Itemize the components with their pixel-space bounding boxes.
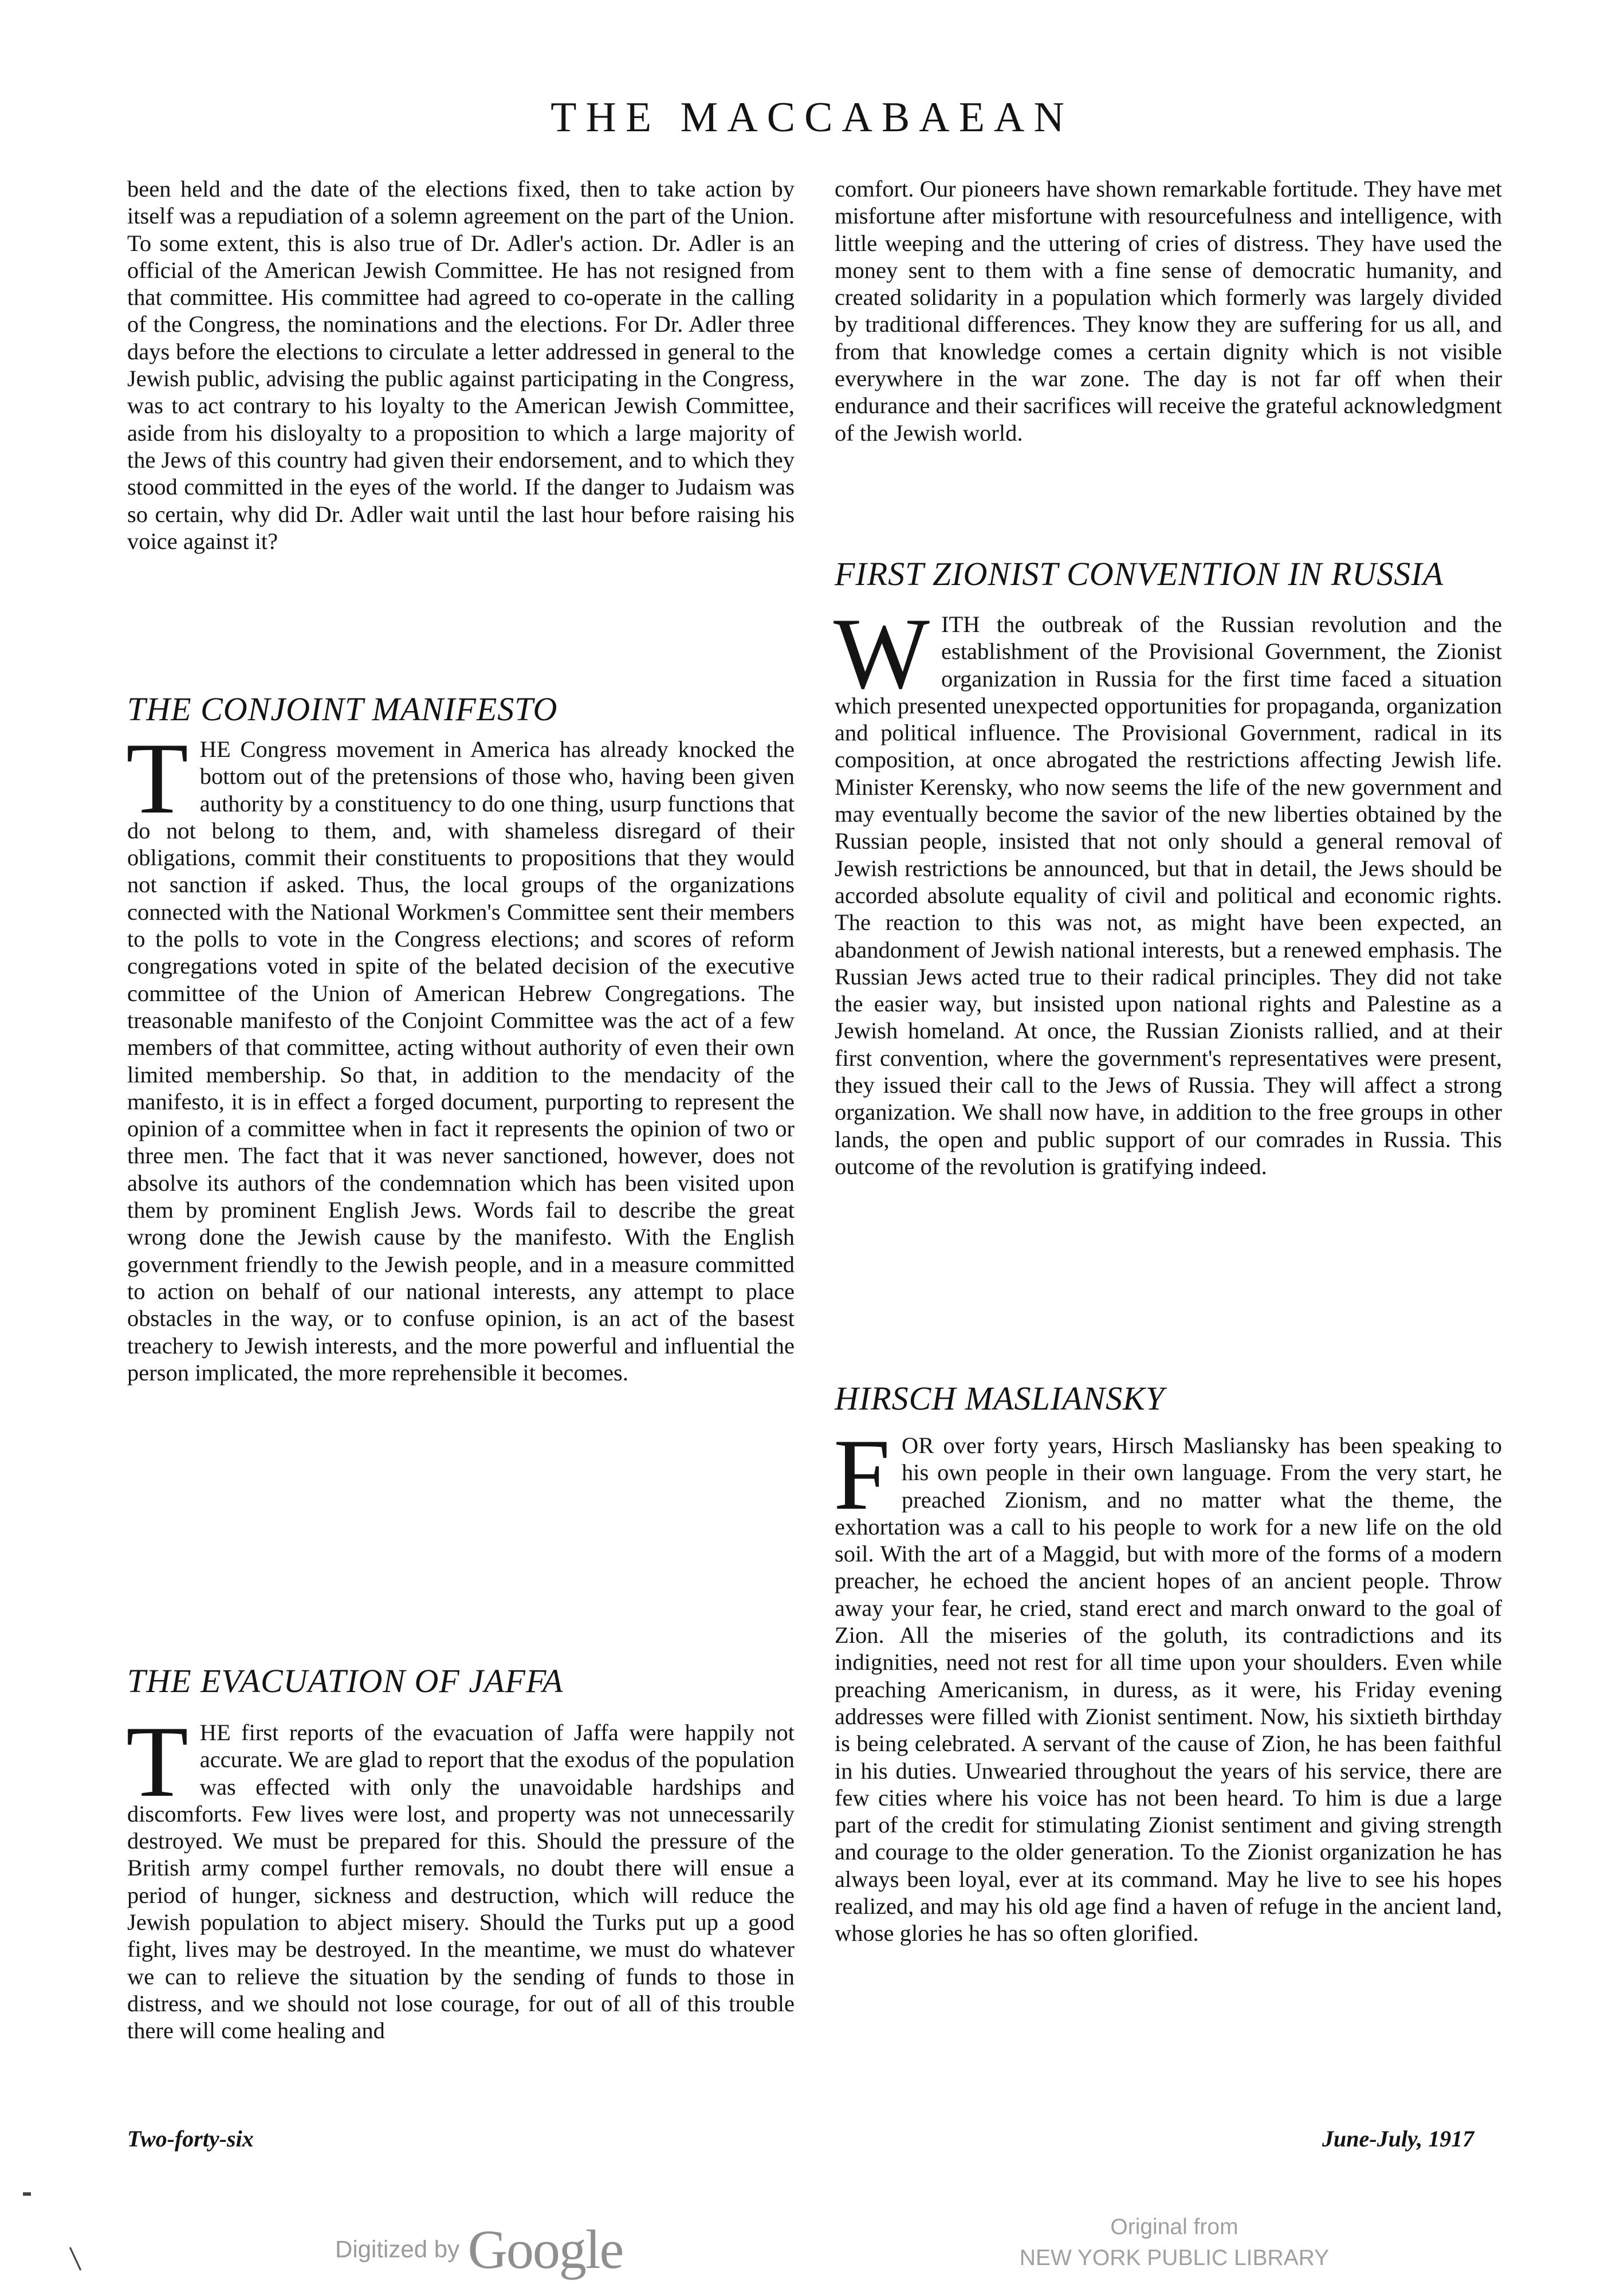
section-heading-evacuation-of-jaffa: THE EVACUATION OF JAFFA: [127, 1662, 564, 1700]
library-name: NEW YORK PUBLIC LIBRARY: [1019, 2246, 1330, 2270]
scan-artifact-mark: [23, 2192, 31, 2196]
page-number: Two-forty-six: [127, 2126, 254, 2152]
digitized-by-watermark: [335, 2218, 623, 2281]
drop-cap: F: [833, 1418, 890, 1531]
paragraph-first-zionist-convention: [833, 596, 1502, 1356]
right-column: [835, 175, 1502, 1947]
paragraph-hirsch-masliansky: [833, 1418, 1502, 1947]
paragraph-text: HE first reports of the evacuation of Jaffa were happily not accurate. We are glad to report that the exodus of the population was effected with only the unavoidable hardships and discomforts. Few lives were lost, and property was not unnecessarily destroyed. We must be prepared for this. Should the pressure of the British army compel further removals, no doubt there will ensue a period of hunger, sickness and destruction, which will reduce the Jewish population to abject misery. Should the Turks put up a good fight, lives may be destroyed. In the meantime, we must do whatever we can to relieve the situation by the sending of funds to those in distress, and we should not lose courage, for out of all of this trouble there will come healing and: [127, 1720, 795, 2044]
section-heading-conjoint-manifesto: THE CONJOINT MANIFESTO: [127, 690, 558, 728]
digitized-by-label: Digitized by: [335, 2235, 460, 2263]
paragraph-text: HE Congress movement in America has already knocked the bottom out of the pretensions of those who, having been given authority by a constituency to do one thing, usurp functions that do not belong to them, and, with shameless disregard of their obligations, commit their constituents to propositions that they would not sanction if asked. Thus, the local groups of the organizations connected with the National Workmen's Committee sent their members to the polls to vote in the Congress elections; and scores of reform congregations voted in spite of the belated decision of the executive committee of the Union of American Hebrew Congregations. The treasonable manifesto of the Conjoint Committee was the act of a few members of that committee, acting without authority of even their own limited membership. So that, in addition to the mendacity of the manifesto, it is in effect a forged document, purporting to represent the opinion of a committee when in fact it represents the opinion of two or three men. The fact that it was never sanctioned, however, does not absolve its authors of the condemnation which has been visited upon them by prominent English Jews. Words fail to describe the great wrong done the Jewish cause by the manifesto. With the English government friendly to the Jewish people, and in a measure committed to action on behalf of our national interests, any attempt to place obstacles in the way, or to confuse opinion, is an act of the basest treachery to Jewish interests, and the more powerful and influential the person implicated, the more reprehensible it becomes.: [127, 736, 795, 1386]
journal-title: THE MACCABAEAN: [550, 94, 1074, 141]
section-heading-first-zionist-convention: FIRST ZIONIST CONVENTION IN RUSSIA: [835, 555, 1444, 592]
google-logo: Google: [467, 2219, 623, 2280]
drop-cap: T: [126, 721, 188, 835]
paragraph-evacuation-of-jaffa: [126, 1705, 795, 2044]
drop-cap: T: [126, 1705, 188, 1818]
issue-date: June-July, 1917: [1322, 2126, 1474, 2152]
paragraph-text: ITH the outbreak of the Russian revolution and the establishment of the Provisional Government, the Zionist organization in Russia for the first time faced a situation which presented unexpected opportunities for propaganda, organization and political influence. The Provisional Government, radical in its composition, at once abrogated the restrictions affecting Jewish life. Minister Kerensky, who now seems the life of the new government and may eventually become the savior of the new liberties obtained by the Russian people, insisted that not only should a general removal of Jewish restrictions be announced, but that in detail, the Jews should be accorded absolute equality of civil and political and economic rights. The reaction to this was not, as might have been expected, an abandonment of Jewish national interests, but a renewed emphasis. The Russian Jews acted true to their radical principles. They did not take the easier way, but insisted upon national rights and Palestine as a Jewish homeland. At once, the Russian Zionists rallied, and at their first convention, where the government's representatives were present, they issued their call to the Jews of Russia. They will affect a strong organization. We shall now have, in addition to the free groups in other lands, the open and public support of our comrades in Russia. This outcome of the revolution is gratifying indeed.: [835, 611, 1502, 1179]
original-from-label: Original from: [1110, 2215, 1238, 2239]
section-heading-hirsch-masliansky: HIRSCH MASLIANSKY: [835, 1380, 1165, 1417]
left-column: [127, 175, 795, 2044]
original-from-watermark: [968, 2212, 1381, 2274]
paragraph-continued: comfort. Our pioneers have shown remarkable fortitude. They have met misfortune after misfortune with resourcefulness and intelligence, with little weeping and the uttering of cries of distress. They have used the money sent to them with a fine sense of democratic humanity, and created solidarity in a population which formerly was largely divided by traditional differences. They know they are suffering for us all, and from that knowledge comes a certain dignity which is not visible everywhere in the war zone. The day is not far off when their endurance and their sacrifices will receive the grateful acknowledgment of the Jewish world.: [835, 176, 1502, 446]
scan-artifact-mark: [69, 2247, 81, 2270]
paragraph-conjoint-manifesto: [126, 721, 795, 1653]
drop-cap: W: [833, 596, 930, 710]
paragraph-continued: been held and the date of the elections fixed, then to take action by itself was a repudiation of a solemn agreement on the part of the Union. To some extent, this is also true of Dr. Adler's action. Dr. Adler is an official of the American Jewish Committee. He has not resigned from that committee. His committee had agreed to co-operate in the calling of the Congress, the nominations and the elections. For Dr. Adler three days before the elections to circulate a letter addressed in general to the Jewish public, advising the public against participating in the Congress, was to act contrary to his loyalty to the American Jewish Committee, aside from his disloyalty to a proposition to which a large majority of the Jews of this country had given their endorsement, and to which they stood committed in the eyes of the world. If the danger to Judaism was so certain, why did Dr. Adler wait until the last hour before raising his voice against it?: [127, 176, 795, 554]
paragraph-text: OR over forty years, Hirsch Masliansky has been speaking to his own people in their own language. From the very start, he preached Zionism, and no matter what the theme, the exhortation was a call to his people to work for a new life on the old soil. With the art of a Maggid, but with more of the forms of a modern preacher, he echoed the ancient hopes of an ancient people. Throw away your fear, he cried, stand erect and march onward to the goal of Zion. All the miseries of the goluth, its contradictions and its indignities, need not rest for all time upon your shoulders. Even while preaching Americanism, in duress, as it were, his Friday evening addresses were filled with Zionist sentiment. Now, his sixtieth birthday is being celebrated. A servant of the cause of Zion, he has been faithful in his duties. Unwearied throughout the years of his service, there are few cities where his voice has not been heard. To him is due a large part of the credit for stimulating Zionist sentiment and giving strength and courage to the older generation. To the Zionist organization he has always been loyal, ever at its command. May he live to see his hopes realized, and may his old age find a haven of refuge in the ancient land, whose glories he has so often glorified.: [835, 1432, 1502, 1946]
